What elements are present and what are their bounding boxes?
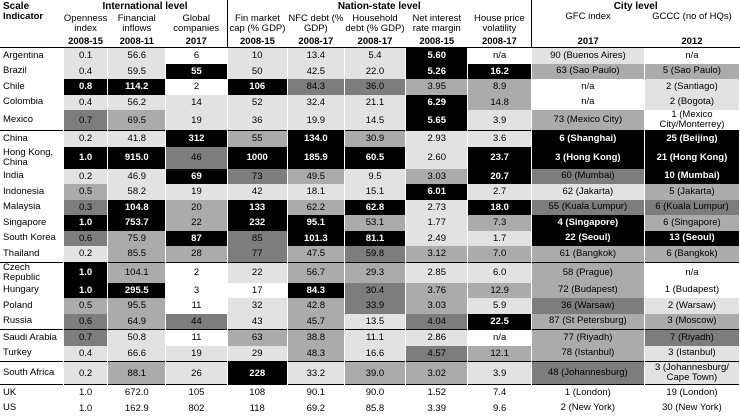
table-cell: 58 (Prague)	[531, 262, 644, 283]
country-label: US	[3, 402, 17, 414]
country-label: China	[0, 131, 63, 147]
table-cell: 14.5	[344, 110, 405, 131]
table-row	[0, 262, 740, 283]
table-cell: 108	[227, 385, 287, 401]
table-cell: 1 (Mexico City/Monterrey)	[644, 110, 739, 131]
table-cell: 11	[166, 330, 227, 346]
table-cell: 73 (Mexico City)	[531, 110, 644, 131]
table-cell: 42.8	[287, 298, 344, 314]
table-cell: 915.0	[108, 147, 166, 169]
group-nation-state: Nation-state level	[227, 0, 531, 12]
table-cell: 2 (Santiago)	[644, 79, 739, 95]
table-cell: 61 (Bangkok)	[531, 246, 644, 262]
table-cell: 59.5	[108, 64, 166, 80]
table-cell: n/a	[468, 48, 531, 64]
table-cell: 18.0	[468, 200, 531, 216]
table-cell: 56.7	[287, 262, 344, 283]
table-cell: n/a	[644, 262, 739, 283]
indicator-label: Indicator	[3, 12, 44, 22]
table-row	[0, 385, 740, 401]
table-cell: 33.2	[287, 362, 344, 385]
table-cell: 3.9	[468, 110, 531, 131]
table-cell: 19	[166, 346, 227, 362]
table-cell: 90.1	[287, 385, 344, 401]
table-cell: 60.5	[344, 147, 405, 169]
table-cell: 50	[227, 64, 287, 80]
table-cell: 36	[227, 110, 287, 131]
table-cell: 77 (Riyadh)	[531, 330, 644, 346]
period-net-interest: 2008-15	[406, 36, 468, 48]
table-cell: 41.8	[108, 131, 166, 147]
table-cell: n/a	[468, 330, 531, 346]
table-cell: 42.5	[287, 64, 344, 80]
table-cell: 11.1	[344, 330, 405, 346]
table-cell: 21 (Hong Kong)	[644, 147, 739, 169]
table-cell: 1.0	[63, 385, 107, 401]
table-cell: 5.4	[344, 48, 405, 64]
table-cell: 1.0	[63, 401, 107, 417]
table-row	[0, 346, 740, 362]
table-cell: 2	[166, 79, 227, 95]
table-cell: 12.1	[468, 346, 531, 362]
table-cell: 3.95	[406, 79, 468, 95]
country-label: Mexico	[3, 114, 34, 125]
country-label: UK	[0, 385, 63, 401]
table-cell: 295.5	[108, 283, 166, 299]
table-cell: 0.6	[63, 314, 107, 330]
table-cell: 3.9	[468, 362, 531, 385]
table-cell: 802	[166, 401, 227, 417]
table-cell: 11	[166, 298, 227, 314]
col-house-price-volatility: House price volatility	[474, 12, 525, 34]
country-label: Malaysia	[3, 201, 41, 213]
table-cell: 29	[227, 346, 287, 362]
table-cell: 1.0	[63, 283, 107, 299]
table-cell: 1.0	[63, 262, 107, 283]
table-cell: 69	[166, 169, 227, 185]
table-row	[0, 246, 740, 262]
table-row	[0, 79, 740, 95]
table-cell: 87	[166, 231, 227, 247]
table-cell: 2.86	[406, 330, 468, 346]
table-cell: 2 (Warsaw)	[644, 298, 739, 314]
table-cell: 32	[227, 298, 287, 314]
country-label: Czech Republic	[0, 262, 63, 283]
table-cell: 95.1	[287, 215, 344, 231]
table-cell: 3 (Istanbul)	[644, 346, 739, 362]
table-cell: 2 (Bogota)	[644, 95, 739, 111]
table-cell: 4 (Singapore)	[531, 215, 644, 231]
table-cell: 38.8	[287, 330, 344, 346]
country-label: Chile	[3, 80, 25, 92]
table-cell: 8.9	[468, 79, 531, 95]
table-cell: 1.7	[468, 231, 531, 247]
table-cell: 0.7	[63, 110, 107, 131]
col-net-interest-margin: Net interest rate margin	[412, 12, 462, 34]
table-cell: 3.12	[406, 246, 468, 262]
table-cell: 0.8	[63, 79, 107, 95]
table-cell: 104.8	[108, 200, 166, 216]
country-label: Colombia	[3, 96, 44, 108]
table-cell: 2.60	[406, 147, 468, 169]
table-cell: 22.0	[344, 64, 405, 80]
table-row	[0, 147, 740, 169]
table-cell: 2.93	[406, 131, 468, 147]
table-cell: 63	[227, 330, 287, 346]
table-cell: 101.3	[287, 231, 344, 247]
table-cell: 9.5	[344, 169, 405, 185]
table-cell: 1.0	[63, 215, 107, 231]
country-label: Brazil	[3, 65, 27, 77]
table-cell: 4.57	[406, 346, 468, 362]
table-cell: 0.6	[63, 231, 107, 247]
col-gfc-index: GFC index	[531, 12, 644, 36]
country-label: Indonesia	[3, 185, 45, 197]
table-cell: 17	[227, 283, 287, 299]
table-cell: 0.1	[63, 48, 107, 64]
table-cell: 47.5	[287, 246, 344, 262]
table-cell: 312	[166, 131, 227, 147]
table-row	[0, 362, 740, 385]
country-label: Poland	[3, 299, 33, 311]
group-city: City level	[531, 0, 739, 12]
table-row	[0, 131, 740, 147]
col-household-debt: Household debt (% GDP)	[345, 12, 405, 34]
table-cell: 7.4	[468, 385, 531, 401]
table-cell: 88.1	[108, 362, 166, 385]
table-cell: 22.5	[468, 314, 531, 330]
table-cell: 5 (Jakarta)	[644, 184, 739, 200]
table-row	[0, 231, 740, 247]
table-cell: 50.8	[108, 330, 166, 346]
table-cell: 10 (Mumbai)	[644, 169, 739, 185]
table-cell: 29.3	[344, 262, 405, 283]
country-label: India	[3, 170, 24, 182]
table-cell: 106	[227, 79, 287, 95]
table-cell: 13.4	[287, 48, 344, 64]
table-cell: 0.5	[63, 184, 107, 200]
table-row	[0, 184, 740, 200]
table-cell: 4.04	[406, 314, 468, 330]
table-cell: 6	[166, 48, 227, 64]
table-cell: 7 (Riyadh)	[644, 330, 739, 346]
table-row	[0, 314, 740, 330]
table-cell: 232	[227, 215, 287, 231]
table-cell: 1000	[227, 147, 287, 169]
table-cell: 62.8	[344, 200, 405, 216]
table-cell: 42	[227, 184, 287, 200]
table-cell: 7.3	[468, 215, 531, 231]
table-cell: 90.0	[344, 385, 405, 401]
table-cell: 2 (New York)	[531, 401, 644, 417]
table-cell: 0.2	[63, 362, 107, 385]
country-label: Singapore	[3, 216, 47, 228]
table-cell: 28	[166, 246, 227, 262]
table-cell: 18.1	[287, 184, 344, 200]
period-nfc-debt: 2008-17	[287, 36, 344, 48]
table-cell: 5.65	[406, 110, 468, 131]
table-cell: 162.9	[108, 401, 166, 417]
table-cell: 21.1	[344, 95, 405, 111]
table-row	[0, 169, 740, 185]
table-cell: 134.0	[287, 131, 344, 147]
table-row	[0, 95, 740, 111]
table-cell: 0.2	[63, 131, 107, 147]
table-cell: 133	[227, 200, 287, 216]
period-market-cap: 2008-15	[227, 36, 287, 48]
country-label: South Africa	[0, 362, 63, 385]
table-cell: 16.2	[468, 64, 531, 80]
table-cell: 16.6	[344, 346, 405, 362]
table-cell: 5 (Sao Paulo)	[644, 64, 739, 80]
table-cell: 0.2	[63, 169, 107, 185]
table-cell: n/a	[644, 48, 739, 64]
table-cell: 62.2	[287, 200, 344, 216]
table-cell: 32.4	[287, 95, 344, 111]
country-label: Argentina	[3, 49, 44, 61]
table-cell: 6 (Singapore)	[644, 215, 739, 231]
table-cell: 87 (St Petersburg)	[531, 314, 644, 330]
table-row	[0, 298, 740, 314]
table-cell: 39.0	[344, 362, 405, 385]
col-global-companies: Global companies	[173, 12, 220, 34]
table-row	[0, 330, 740, 346]
table-cell: 84.3	[287, 79, 344, 95]
table-cell: 20	[166, 200, 227, 216]
table-cell: 66.6	[108, 346, 166, 362]
col-gccc: GCCC (no of HQs)	[652, 12, 732, 22]
table-cell: n/a	[531, 95, 644, 111]
table-row	[0, 215, 740, 231]
table-body	[0, 48, 740, 417]
table-cell: 7.0	[468, 246, 531, 262]
table-cell: 0.4	[63, 64, 107, 80]
table-cell: 13 (Seoul)	[644, 231, 739, 247]
table-cell: 6.29	[406, 95, 468, 111]
table-cell: 0.4	[63, 95, 107, 111]
table-cell: 64.9	[108, 314, 166, 330]
country-label: Hungary	[3, 284, 39, 296]
table-cell: 23.7	[468, 147, 531, 169]
table-cell: 0.7	[63, 330, 107, 346]
country-label: Russia	[3, 315, 33, 327]
table-cell: 10	[227, 48, 287, 64]
table-cell: 14	[166, 95, 227, 111]
table-row	[0, 283, 740, 299]
table-cell: 59.8	[344, 246, 405, 262]
period-blank	[0, 36, 63, 48]
table-cell: 5.9	[468, 298, 531, 314]
country-label: South Korea	[3, 232, 56, 244]
table-cell: 63 (Sao Paulo)	[531, 64, 644, 80]
table-cell: n/a	[531, 79, 644, 95]
table-cell: 5.60	[406, 48, 468, 64]
table-cell: 1.0	[63, 147, 107, 169]
table-cell: 1.52	[406, 385, 468, 401]
period-gccc: 2012	[644, 36, 739, 48]
table-cell: 114.2	[108, 79, 166, 95]
table-cell: 60 (Mumbai)	[531, 169, 644, 185]
period-household-debt: 2008-17	[344, 36, 405, 48]
table-cell: 84.3	[287, 283, 344, 299]
table-cell: 2.49	[406, 231, 468, 247]
country-label: Hong Kong, China	[3, 146, 54, 168]
table-cell: 49.5	[287, 169, 344, 185]
table-cell: 85.8	[344, 401, 405, 417]
table-cell: 53.1	[344, 215, 405, 231]
table-cell: 1.77	[406, 215, 468, 231]
group-international: International level	[102, 0, 188, 12]
col-nfc-debt: NFC debt (% GDP)	[288, 12, 344, 34]
period-inflows: 2008-11	[108, 36, 166, 48]
table-cell: 48.3	[287, 346, 344, 362]
table-cell: 6 (Kuala Lumpur)	[644, 200, 739, 216]
table-cell: 104.1	[108, 262, 166, 283]
table-cell: 105	[166, 385, 227, 401]
period-gfc: 2017	[531, 36, 644, 48]
table-cell: 6 (Bangkok)	[644, 246, 739, 262]
table-cell: 0.5	[63, 298, 107, 314]
table-cell: 1 (Budapest)	[644, 283, 739, 299]
table-cell: 6 (Shanghai)	[531, 131, 644, 147]
table-cell: 2.73	[406, 200, 468, 216]
table-cell: 62 (Jakarta)	[531, 184, 644, 200]
table-cell: 77	[227, 246, 287, 262]
scale-label: Scale	[3, 0, 30, 12]
table-cell: 58.2	[108, 184, 166, 200]
table-cell: 19 (London)	[644, 385, 739, 401]
table-cell: 14.8	[468, 95, 531, 111]
table-cell: 22	[227, 262, 287, 283]
country-label: Turkey	[3, 347, 32, 359]
period-house-price: 2008-17	[468, 36, 531, 48]
table-cell: 52	[227, 95, 287, 111]
table-cell: 30.9	[344, 131, 405, 147]
col-financial-inflows: Financial inflows	[117, 12, 156, 34]
table-cell: 33.9	[344, 298, 405, 314]
country-label: Thailand	[3, 247, 40, 259]
table-cell: 69.2	[287, 401, 344, 417]
table-cell: 81.1	[344, 231, 405, 247]
table-cell: 19.9	[287, 110, 344, 131]
table-cell: 85.5	[108, 246, 166, 262]
table-cell: 3	[166, 283, 227, 299]
table-cell: 20.7	[468, 169, 531, 185]
table-cell: 90 (Buenos Aires)	[531, 48, 644, 64]
table-cell: 1 (London)	[531, 385, 644, 401]
table-cell: 55	[227, 131, 287, 147]
table-cell: 185.9	[287, 147, 344, 169]
table-cell: 3 (Moscow)	[644, 314, 739, 330]
table-cell: 3 (Hong Kong)	[531, 147, 644, 169]
table-cell: 6.0	[468, 262, 531, 283]
table-cell: 5.26	[406, 64, 468, 80]
col-openness-index: Openness index	[63, 12, 108, 34]
table-cell: 85	[227, 231, 287, 247]
table-cell: 3.02	[406, 362, 468, 385]
table-cell: 753.7	[108, 215, 166, 231]
table-cell: 12.9	[468, 283, 531, 299]
period-companies: 2017	[166, 36, 227, 48]
table-cell: 78 (Istanbul)	[531, 346, 644, 362]
table-cell: 0.4	[63, 346, 107, 362]
table-cell: 43	[227, 314, 287, 330]
col-fin-market-cap: Fin market cap (% GDP)	[227, 12, 287, 36]
table-cell: 2	[166, 262, 227, 283]
table-cell: 56.2	[108, 95, 166, 111]
table-cell: 46	[166, 147, 227, 169]
table-cell: 72 (Budapest)	[531, 283, 644, 299]
table-cell: 228	[227, 362, 287, 385]
table-cell: 0.3	[63, 200, 107, 216]
table-cell: 22	[166, 215, 227, 231]
table-cell: 30 (New York)	[644, 401, 739, 417]
table-row	[0, 110, 740, 131]
table-cell: 3.39	[406, 401, 468, 417]
table-cell: 56.6	[108, 48, 166, 64]
table-cell: 19	[166, 110, 227, 131]
table-cell: 2.85	[406, 262, 468, 283]
table-cell: 69.5	[108, 110, 166, 131]
table-cell: 118	[227, 401, 287, 417]
table-cell: 3.76	[406, 283, 468, 299]
period-openness: 2008-15	[63, 36, 107, 48]
table-cell: 9.6	[468, 401, 531, 417]
table-cell: 44	[166, 314, 227, 330]
table-cell: 75.9	[108, 231, 166, 247]
table-cell: 3.03	[406, 298, 468, 314]
table-cell: 3 (Johannesburg/ Cape Town)	[644, 362, 739, 385]
table-cell: 55	[166, 64, 227, 80]
table-cell: 13.5	[344, 314, 405, 330]
table-cell: 15.1	[344, 184, 405, 200]
table-row	[0, 200, 740, 216]
table-cell: 3.6	[468, 131, 531, 147]
table-row	[0, 48, 740, 64]
table-cell: 672.0	[108, 385, 166, 401]
table-cell: 22 (Seoul)	[531, 231, 644, 247]
table-row	[0, 64, 740, 80]
table-cell: 36.0	[344, 79, 405, 95]
table-cell: 2.7	[468, 184, 531, 200]
table-cell: 0.2	[63, 246, 107, 262]
table-cell: 46.9	[108, 169, 166, 185]
country-label: Saudi Arabia	[0, 330, 63, 346]
table-row	[0, 401, 740, 417]
table-cell: 3.03	[406, 169, 468, 185]
table-cell: 45.7	[287, 314, 344, 330]
table-cell: 55 (Kuala Lumpur)	[531, 200, 644, 216]
table-cell: 30.4	[344, 283, 405, 299]
table-cell: 19	[166, 184, 227, 200]
table-cell: 73	[227, 169, 287, 185]
table-cell: 95.5	[108, 298, 166, 314]
table-cell: 25 (Beijing)	[644, 131, 739, 147]
table-cell: 48 (Johannesburg)	[531, 362, 644, 385]
table-cell: 26	[166, 362, 227, 385]
table-cell: 36 (Warsaw)	[531, 298, 644, 314]
table-cell: 6.01	[406, 184, 468, 200]
